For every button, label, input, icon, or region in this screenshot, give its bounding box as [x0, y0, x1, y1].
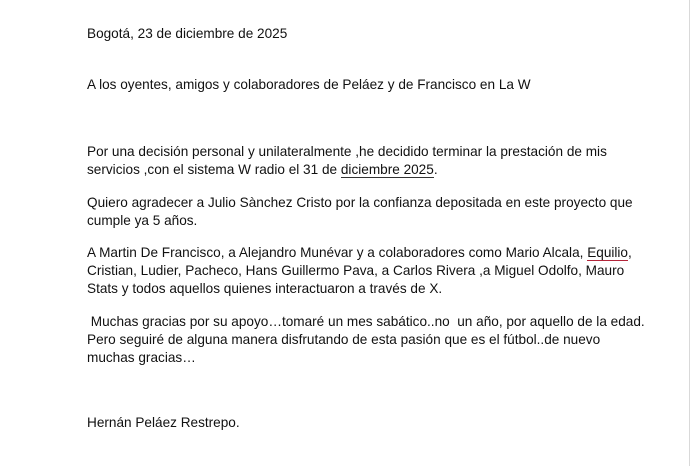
paragraph-1-line-2-end: . — [433, 162, 438, 177]
date-line: Bogotá, 23 de diciembre de 2025 — [87, 26, 288, 41]
paragraph-4-line-1: Muchas gracias por su apoyo…tomaré un mes sabático..no un año, por aquello de la edad. — [87, 314, 645, 329]
date-link[interactable]: diciembre 2025 — [340, 162, 434, 177]
misspelled-word[interactable]: Equilio — [587, 245, 628, 260]
paragraph-2-line-2: cumple ya 5 años. — [87, 213, 198, 228]
paragraph-3-line-3: Stats y todos aquellos quienes interactuaron a través de X. — [87, 281, 443, 296]
paragraph-1-line-1: Por una decisión personal y unilateralmente ,he decidido terminar la prestación de mis — [87, 144, 607, 159]
paragraph-2-line-1: Quiero agradecer a Julio Sànchez Cristo por la confianza depositada en este proyecto que — [87, 195, 633, 210]
paragraph-4-line-2: Pero seguiré de alguna manera disfrutando de esta pasión que es el fútbol..de nuevo — [87, 332, 601, 347]
paragraph-4-line-3: muchas gracias… — [87, 350, 196, 365]
signature: Hernán Peláez Restrepo. — [87, 415, 240, 430]
paragraph-1-line-2 — [87, 161, 438, 179]
paragraph-3-line-2: Cristian, Ludier, Pacheco, Hans Guillermo Pava, a Carlos Rivera ,a Miguel Odolfo, Mauro — [87, 263, 625, 278]
paragraph-3-line-1 — [87, 244, 632, 262]
salutation: A los oyentes, amigos y colaboradores de Peláez y de Francisco en La W — [87, 77, 531, 92]
paragraph-1-line-2-text: servicios ,con el sistema W radio el 31 de — [87, 162, 341, 177]
paragraph-3-line-1-text: A Martin De Francisco, a Alejandro Munévar y a colaboradores como Mario Alcala, — [87, 245, 588, 260]
paragraph-3-line-1-end: , — [628, 245, 632, 260]
